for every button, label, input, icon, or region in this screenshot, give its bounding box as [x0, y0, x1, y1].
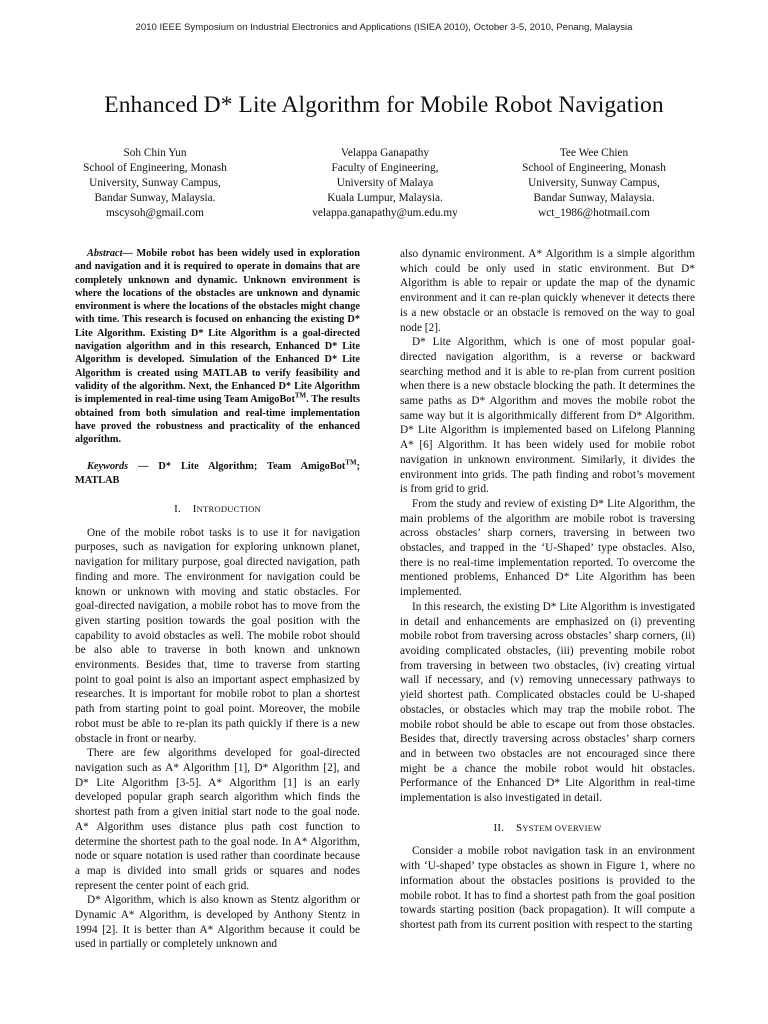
abstract-text: Mobile robot has been widely used in exploration and navigation and it is required to operate in domains that are completely unknown and dynamic. Unknown environment is where the locations of the obstacles are unknown and dynamic environment is where the locations of the obstacles might change with time. This research is focused on enhancing the existing D* Lite Algorithm. Existing D* Lite Algorithm is a goal-directed navigation algorithm and in this research, Enhanced D* Lite Algorithm is developed. Simulation of the Enhanced D* Lite Algorithm is created using MATLAB to verify feasibility and validity of the algorithm. Next, the Enhanced D* Lite Algorithm is implemented in real-time using Team AmigoBot	[75, 248, 360, 406]
keywords-label: Keywords	[87, 461, 129, 473]
section-numeral: I.	[174, 503, 181, 516]
author-affiliation-line: University, Sunway Campus,	[89, 177, 221, 190]
author-name: Velappa Ganapathy	[340, 147, 430, 159]
body-paragraph: Consider a mobile robot navigation task in an environment with ‘U-shaped’ type obstacles as shown in Figure 1, where no information about the obstacles positions is provided to the mobile robot. It has to find a shortest path from the goal position towards starting position (back propagation). It will compute a shortest path from its current position with respect to the starting	[400, 845, 695, 931]
author-affiliation-line: University of Malaya	[336, 177, 434, 190]
left-column	[75, 247, 360, 952]
keywords-text-end: ; MATLAB	[75, 461, 360, 486]
author-block-2	[265, 146, 505, 221]
author-affiliation-line: University, Sunway Campus,	[528, 177, 660, 190]
paper-title: Enhanced D* Lite Algorithm for Mobile Robot Navigation	[104, 92, 664, 118]
right-column	[400, 247, 695, 933]
body-paragraph: D* Algorithm, which is also known as Stentz algorithm or Dynamic A* Algorithm, is developed by Anthony Stentz in 1994 [2]. It is better than A* Algorithm because it could be used in partially or completely unknown and	[75, 894, 360, 951]
author-affiliation-line: Faculty of Engineering,	[331, 162, 439, 175]
author-block-1	[35, 146, 275, 221]
author-affiliation-line: School of Engineering, Monash	[83, 162, 227, 175]
section-heading-introduction: I. INTRODUCTION	[174, 503, 261, 516]
abstract	[75, 247, 360, 446]
trademark-mark: TM	[294, 391, 307, 400]
author-email: velappa.ganapathy@um.edu.my	[312, 207, 458, 220]
abstract-text-end: . The results obtained from both simulation and real-time implementation have proved the robustness and practicality of the enhanced algorithm.	[75, 394, 360, 446]
body-paragraph: D* Lite Algorithm, which is one of most popular goal-directed navigation algorithm, is a reverse or backward searching method and it is able to re-plan from current position when there is a new obstacle blocking the path. It determines the same paths as D* Algorithm and moves the mobile robot the same way but it is algorithmically different from D* Algorithm. D* Lite Algorithm is implemented based on Lifelong Planning A* [6] Algorithm. It has been widely used for mobile robot navigation in unknown environment. Similarly, it divides the environment into grids. The path finding and robot’s movement is from grid to grid.	[400, 336, 695, 496]
conference-header: 2010 IEEE Symposium on Industrial Electronics and Applications (ISIEA 2010), October 3-5, 2010, Penang, Malaysia	[135, 22, 633, 33]
trademark-mark: TM	[345, 459, 357, 468]
author-affiliation-line: School of Engineering, Monash	[522, 162, 666, 175]
author-name: Tee Wee Chien	[559, 147, 629, 159]
abstract-label: Abstract	[87, 248, 123, 259]
body-paragraph: also dynamic environment. A* Algorithm is a simple algorithm which could be only used in static environment. But D* Algorithm is able to repair or update the map of the dynamic environment and it can re-plan quickly whenever it detects there is a new obstacle or an obstacle is removed on the way to goal node [2].	[400, 248, 695, 334]
body-paragraph: There are few algorithms developed for goal-directed navigation such as A* Algorithm [1], D* Algorithm [2], and D* Lite Algorithm [3-5]. A* Algorithm [1] is an early developed popular graph search algorithm which finds the shortest path from a given initial start node to the goal node. A* Algorithm uses distance plus path cost function to determine the shortest path to the goal node. In A* Algorithm, node or square notation is used rather than coordinate because a map is divided into small grids or squares and nodes represent the center point of each grid.	[75, 747, 360, 892]
keywords	[75, 460, 360, 487]
abstract-dash: —	[122, 248, 133, 259]
author-email: mscysoh@gmail.com	[106, 207, 204, 220]
author-affiliation-line: Kuala Lumpur, Malaysia.	[327, 192, 443, 205]
author-affiliation-line: Bandar Sunway, Malaysia.	[533, 192, 655, 205]
body-paragraph: One of the mobile robot tasks is to use it for navigation purposes, such as navigation for exploring unknown planet, navigation for military purpose, goal directed navigation, path finding and more. The environment for navigation could be known or unknown with moving and static obstacles. For goal-directed navigation, a mobile robot has to move from the given starting position towards the goal position with the capability to avoid obstacles as well. The mobile robot should be also able to traverse in both known and unknown environments. Besides that, time to traverse from starting point to goal point is also an important aspect emphasized by researches. It is important for mobile robot to plan a shortest path from starting point to goal point. Moreover, the mobile robot must be able to re-plan its path quickly if there is a new obstacle in front or nearby.	[75, 526, 360, 745]
author-block-3	[474, 146, 714, 221]
author-email: wct_1986@hotmail.com	[538, 207, 650, 220]
section-heading-system-overview: II. SYSTEM OVERVIEW	[493, 821, 602, 834]
section-numeral: II.	[493, 821, 505, 834]
keywords-text: — D* Lite Algorithm; Team AmigoBot	[128, 461, 346, 473]
body-paragraph: In this research, the existing D* Lite Algorithm is investigated in detail and enhancements are emphasized on (i) preventing mobile robot from traversing across obstacles’ sharp corners, (ii) avoiding complicated obstacles, (iii) preventing mobile robot from traversing in between two obstacles, (iv) creating virtual wall if necessary, and (v) removing unnecessary pathways to yield shortest path. Complicated obstacles could be U-shaped obstacles, or obstacles which may trap the mobile robot. The mobile robot should be able to escape out from those obstacles. Besides that, directly traversing across obstacles’ sharp corners and in between two obstacles are not encouraged since there might be a chance the mobile robot would hit obstacles. Performance of the Enhanced D* Lite Algorithm in real-time implementation is also investigated in detail.	[400, 600, 695, 805]
body-paragraph: From the study and review of existing D* Lite Algorithm, the main problems of the algorithm are mobile robot is traversing across obstacles’ sharp corners, traversing in between two obstacles, and trapped in the ‘U-Shaped’ type obstacles. Also, there is no real-time implementation reported. To overcome the mentioned problems, Enhanced D* Lite Algorithm has been implemented.	[400, 497, 695, 599]
author-affiliation-line: Bandar Sunway, Malaysia.	[94, 192, 216, 205]
author-name: Soh Chin Yun	[123, 147, 187, 159]
